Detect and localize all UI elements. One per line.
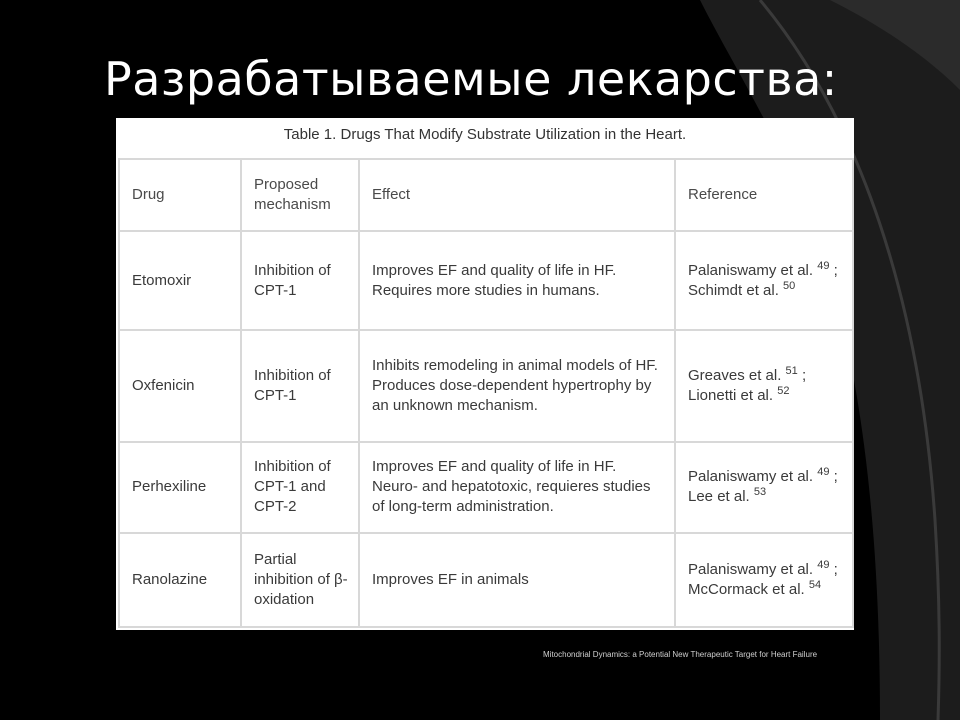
- slide-title: Разрабатываемые лекарства:: [104, 52, 838, 106]
- citation-number: 49: [817, 558, 830, 571]
- citation-number: 54: [808, 578, 822, 591]
- table-row: [119, 231, 853, 329]
- citation-number: 50: [783, 279, 796, 292]
- citation-number: 51: [785, 364, 798, 377]
- cell-drug: Oxfenicin: [119, 330, 241, 442]
- cell-drug: Etomoxir: [119, 231, 241, 329]
- table-header-row: [119, 159, 853, 231]
- table-row: [119, 442, 853, 532]
- cell-effect: Improves EF and quality of life in HF. Neuro- and hepatotoxic, requieres studies of long-term administration.: [359, 442, 675, 532]
- header-effect: Effect: [359, 159, 675, 231]
- cell-mechanism: Inhibition of CPT-1: [241, 231, 359, 329]
- cell-effect: Inhibits remodeling in animal models of HF. Produces dose-dependent hypertrophy by an unknown mechanism.: [359, 330, 675, 442]
- cell-mechanism: Partial inhibition of β-oxidation: [241, 533, 359, 627]
- citation-number: 49: [817, 466, 830, 479]
- cell-drug: Ranolazine: [119, 533, 241, 627]
- cell-mechanism: Inhibition of CPT-1 and CPT-2: [241, 442, 359, 532]
- table-row: [119, 330, 853, 442]
- cell-reference: Palaniswamy et al. $^{49}$ ; Lee et al. $^{53}$: [675, 442, 853, 532]
- cell-effect: Improves EF and quality of life in HF. Requires more studies in humans.: [359, 231, 675, 329]
- table-figure: [116, 118, 854, 630]
- cell-mechanism: Inhibition of CPT-1: [241, 330, 359, 442]
- header-drug: Drug: [119, 159, 241, 231]
- table-row: [119, 533, 853, 627]
- cell-drug: Perhexiline: [119, 442, 241, 532]
- citation-number: 52: [777, 384, 790, 397]
- table-caption: Table 1. Drugs That Modify Substrate Utilization in the Heart.: [283, 126, 687, 143]
- cell-effect: Improves EF in animals: [359, 533, 675, 627]
- cell-reference: Palaniswamy et al. $^{49}$ ; Schimdt et al. $^{50}$: [675, 231, 853, 329]
- header-reference: Reference: [675, 159, 853, 231]
- drugs-table: [118, 158, 854, 628]
- cell-reference: Palaniswamy et al. $^{49}$ ; McCormack et al. $^{54}$: [675, 533, 853, 627]
- header-mechanism: Proposed mechanism: [241, 159, 359, 231]
- cell-reference: Greaves et al. $^{51}$ ; Lionetti et al. $^{52}$: [675, 330, 853, 442]
- citation-number: 53: [753, 486, 767, 499]
- citation-number: 49: [817, 259, 830, 272]
- source-citation: Mitochondrial Dynamics: a Potential New Therapeutic Target for Heart Failure: [543, 650, 818, 659]
